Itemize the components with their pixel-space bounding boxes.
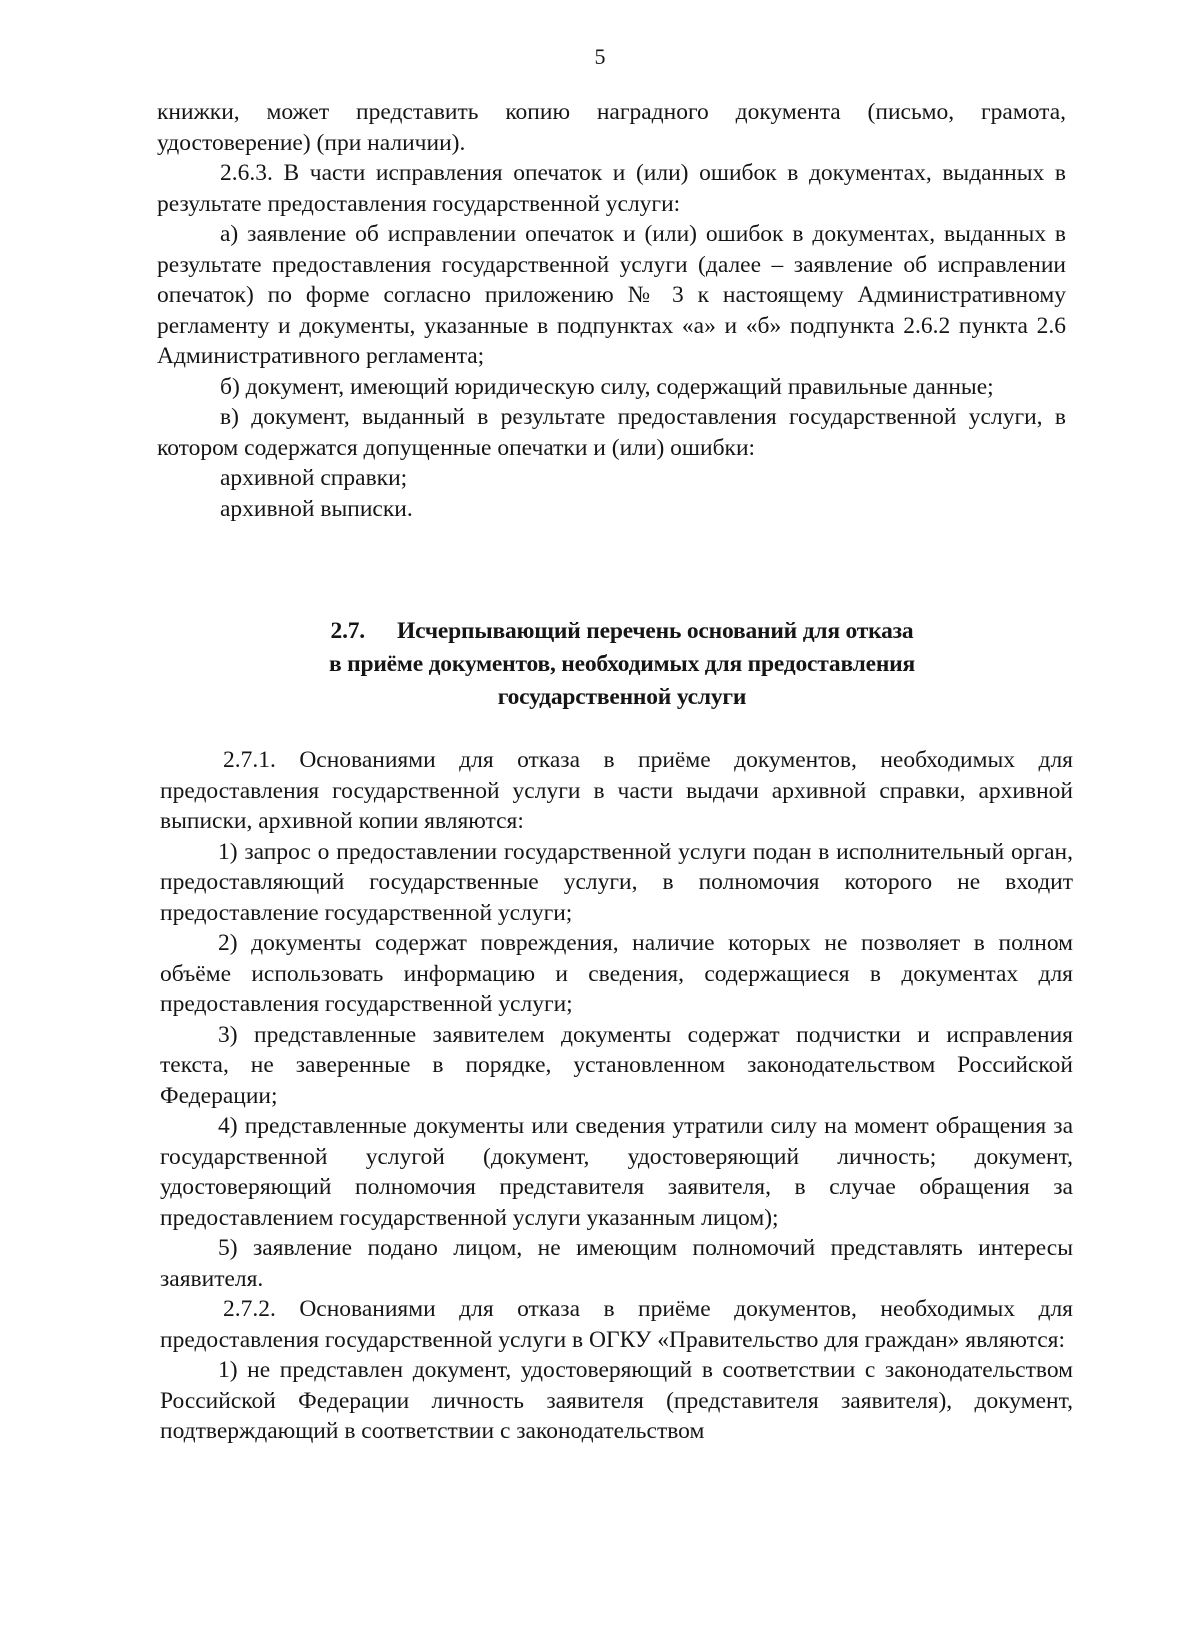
list-item: 1) не представлен документ, удостоверяющий в соответствии с законодательством Российской Федерации личность заявителя (представителя заявителя), документ, подтверждающий в соответствии с законодательством (160, 1357, 1073, 1444)
section-heading (157, 615, 1087, 714)
list-item: 1) запрос о предоставлении государственной услуги подан в исполнительный орган, предоставляющий государственные услуги, в полномочия которого не входит предоставление государственной услуги; (160, 838, 1073, 926)
paragraph: в) документ, выданный в результате предоставления государственной услуги, в котором содержатся допущенные опечатки и (или) ошибки: (157, 404, 1066, 461)
paragraph: 2.7.1. Основаниями для отказа в приёме документов, необходимых для предоставления государственной услуги в части выдачи архивной справки, архивной выписки, архивной копии являются: (160, 747, 1073, 834)
list-item: архивной выписки. (220, 495, 413, 522)
paragraph: книжки, может представить копию наградного документа (письмо, грамота, удостоверение) (при наличии). (157, 99, 1066, 156)
list-item: 5) заявление подано лицом, не имеющим полномочий представлять интересы заявителя. (160, 1235, 1073, 1292)
list-item: 2) документы содержат повреждения, наличие которых не позволяет в полном объёме использовать информацию и сведения, содержащиеся в документах для предоставления государственной услуги; (160, 930, 1073, 1017)
paragraph: б) документ, имеющий юридическую силу, содержащий правильные данные; (220, 373, 994, 400)
top-text-block (157, 97, 1066, 524)
page-number: 5 (594, 44, 606, 69)
paragraph: а) заявление об исправлении опечаток и (или) ошибок в документах, выданных в результате предоставления государственной услуги (далее – заявление об исправлении опечаток) по форме согласно приложению № 3 к настоящему Административному регламенту и документы, указанные в подпунктах «а» и «б» подпункта 2.6.2 пункта 2.6 Административного регламента; (157, 221, 1066, 369)
list-item: 3) представленные заявителем документы содержат подчистки и исправления текста, не заверенные в порядке, установленном законодательством Российской Федерации; (160, 1021, 1073, 1109)
list-item: 4) представленные документы или сведения утратили силу на момент обращения за государственной услугой (документ, удостоверяющий личность; документ, удостоверяющий полномочия представителя заявителя, в случае обращения за предоставлением государственной услуги указанным лицом); (160, 1113, 1073, 1231)
paragraph: 2.7.2. Основаниями для отказа в приёме документов, необходимых для предоставления государственной услуги в ОГКУ «Правительство для граждан» являются: (160, 1296, 1073, 1353)
paragraph: 2.6.3. В части исправления опечаток и (или) ошибок в документах, выданных в результате предоставления государственной услуги: (157, 160, 1066, 217)
heading-line-1 (157, 615, 1087, 648)
section-number: 2.7. (330, 618, 365, 644)
section-title-line-3: государственной услуги (497, 684, 747, 710)
body-text-block (160, 745, 1073, 1447)
list-item: архивной справки; (220, 465, 408, 491)
section-title-line-1: Исчерпывающий перечень оснований для отказа (396, 618, 914, 644)
section-title-line-2: в приёме документов, необходимых для предоставления (328, 651, 916, 677)
